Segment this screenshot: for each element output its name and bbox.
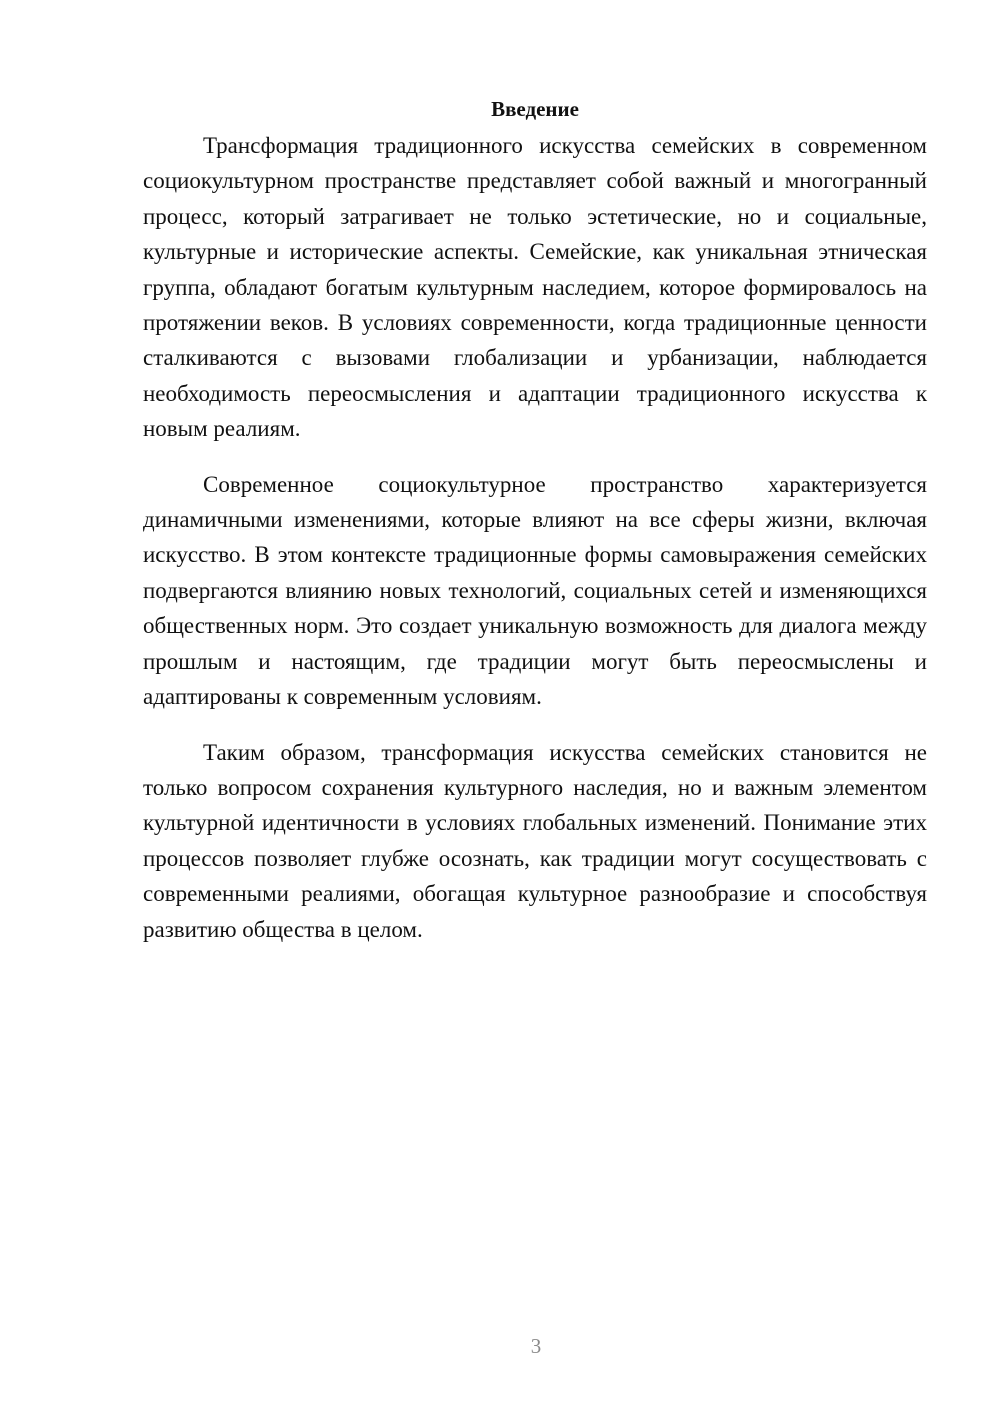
paragraph-1: Трансформация традиционного искусства семейских в современном социокультурном пространстве представляет собой важный и многогранный процесс, который затрагивает не только эстетические, но и социальные, культурные и исторические аспекты. Семейские, как уникальная этническая группа, обладают богатым культурным наследием, которое формировалось на протяжении веков. В условиях современности, когда традиционные ценности сталкиваются с вызовами глобализации и урбанизации, наблюдается необходимость переосмысления и адаптации традиционного искусства к новым реалиям. [143, 133, 927, 442]
paragraph-3: Таким образом, трансформация искусства семейских становится не только вопросом сохранения культурного наследия, но и важным элементом культурной идентичности в условиях глобальных изменений. Понимание этих процессов позволяет глубже осознать, как традиции могут сосуществовать с современными реалиями, обогащая культурное разнообразие и способствуя развитию общества в целом. [143, 739, 927, 942]
page-body [143, 94, 927, 967]
page-number: 3 [530, 1334, 542, 1358]
paragraph-2: Современное социокультурное пространство характеризуется динамичными изменениями, которые влияют на все сферы жизни, включая искусство. В этом контексте традиционные формы самовыражения семейских подвергаются влиянию новых технологий, социальных сетей и изменяющихся общественных норм. Это создает уникальную возможность для диалога между прошлым и настоящим, где традиции могут быть переосмыслены и адаптированы к современным условиям. [143, 471, 927, 710]
section-heading: Введение [491, 97, 579, 121]
